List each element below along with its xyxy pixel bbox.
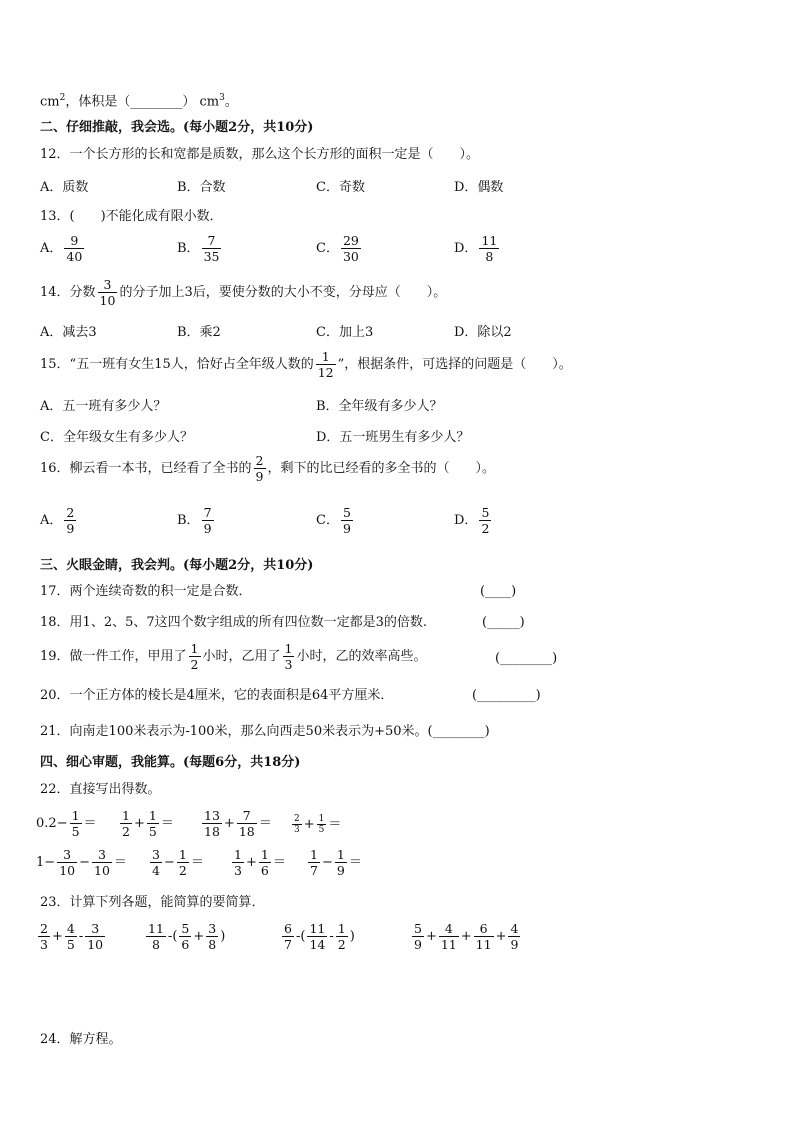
question-23: 23．计算下列各题，能简算的要简算． <box>40 895 265 910</box>
paren: ( <box>300 929 306 944</box>
fraction <box>65 921 77 952</box>
option-label: D． <box>454 513 478 528</box>
volume-answer-line <box>40 88 238 112</box>
denominator: 2 <box>122 824 130 839</box>
option-label: C． <box>316 513 339 528</box>
fraction <box>70 808 82 839</box>
q15-text: 15．“五一班有女生15人，恰好占全年级人数的 <box>40 357 314 372</box>
fraction <box>336 921 348 952</box>
question-14 <box>40 277 446 308</box>
q13-option-d[interactable] <box>454 233 501 264</box>
denominator: 9 <box>203 521 212 536</box>
fraction <box>292 814 302 835</box>
fraction <box>150 847 162 878</box>
fraction <box>177 847 189 878</box>
numerator: 11 <box>148 921 164 936</box>
fraction <box>64 505 76 536</box>
q17-answer-blank[interactable]: (____) <box>480 584 517 599</box>
q19-text: 小时，乙的效率高些。 <box>296 649 427 664</box>
paren: ( <box>172 929 178 944</box>
q15-option-d[interactable]: D．五一班男生有多少人？ <box>316 430 470 445</box>
fraction <box>202 505 214 536</box>
operator: - <box>329 929 334 944</box>
q16-option-d[interactable] <box>454 505 493 536</box>
fraction <box>479 505 491 536</box>
question-15 <box>40 349 572 380</box>
option-label: D． <box>454 241 478 256</box>
q12-option-d[interactable]: D．偶数 <box>454 180 504 195</box>
denominator: 2 <box>481 521 490 536</box>
operator: − <box>79 855 90 870</box>
fraction <box>202 233 222 264</box>
numerator: 4 <box>66 921 75 936</box>
question-16 <box>40 453 495 484</box>
q14-text: 14．分数 <box>40 285 96 300</box>
question-20: 20．一个正方体的棱长是4厘米，它的表面积是64平方厘米． <box>40 688 394 703</box>
fraction <box>412 921 424 952</box>
numerator: 1 <box>148 808 157 823</box>
denominator: 10 <box>99 293 116 308</box>
q12-option-c[interactable]: C．奇数 <box>316 180 365 195</box>
numerator: 3 <box>208 921 217 936</box>
operator: + <box>425 929 437 944</box>
denominator: 7 <box>310 863 318 878</box>
q16-option-c[interactable] <box>316 505 355 536</box>
q23-expr-2[interactable] <box>144 921 225 952</box>
fraction <box>479 233 499 264</box>
q12-option-a[interactable]: A．质数 <box>40 180 89 195</box>
operator: ＝ <box>113 855 127 870</box>
denominator: 2 <box>178 863 187 878</box>
fraction <box>64 233 84 264</box>
fraction <box>474 921 494 952</box>
fraction <box>282 921 294 952</box>
numerator: 13 <box>204 808 220 823</box>
q16-text: 16．柳云看一本书，已经看了全书的 <box>40 461 252 476</box>
denominator: 12 <box>317 365 334 380</box>
denominator: 11 <box>440 937 457 952</box>
q14-option-a[interactable]: A．减去3 <box>40 325 97 340</box>
denominator: 30 <box>342 249 359 264</box>
operator: - <box>78 929 84 944</box>
denominator: 10 <box>94 863 110 878</box>
q23-expr-3[interactable] <box>280 921 355 952</box>
unit-text: cm <box>40 94 60 110</box>
fraction <box>335 847 347 878</box>
q22-expr-2[interactable] <box>118 808 174 839</box>
numerator: 1 <box>190 641 199 656</box>
q19-text: 19．做一件工作，甲用了 <box>40 649 187 664</box>
q14-option-b[interactable]: B．乘2 <box>177 325 221 340</box>
fraction <box>307 921 327 952</box>
numerator: 7 <box>203 505 212 520</box>
operator: ＝ <box>190 855 204 870</box>
denominator: 2 <box>337 937 346 952</box>
numerator: 1 <box>310 847 318 862</box>
denominator: 40 <box>66 249 83 264</box>
number: 1 <box>36 855 45 870</box>
numerator: 4 <box>439 921 459 937</box>
numerator: 2 <box>66 505 75 520</box>
operator: - <box>295 929 301 944</box>
q22-expr-1[interactable] <box>36 808 97 839</box>
numerator: 29 <box>342 233 359 248</box>
numerator: 5 <box>181 921 190 936</box>
numerator: 3 <box>98 277 118 293</box>
numerator: 3 <box>152 847 160 862</box>
fraction <box>179 921 191 952</box>
question-22: 22．直接写出得数。 <box>40 782 161 797</box>
fraction <box>98 277 118 308</box>
q16-text: ，剩下的比已经看的多全书的（ ）。 <box>267 461 496 476</box>
numerator: 1 <box>178 847 187 862</box>
exponent: 3 <box>219 93 225 103</box>
operator: − <box>321 855 333 870</box>
q22-expr-8[interactable] <box>306 847 362 878</box>
option-label: C． <box>316 241 339 256</box>
operator: - <box>167 929 173 944</box>
numerator: 4 <box>510 921 519 936</box>
numerator: 1 <box>318 814 325 824</box>
fraction <box>57 847 77 878</box>
numerator: 1 <box>122 808 130 823</box>
option-label: B． <box>177 241 200 256</box>
numerator: 1 <box>71 808 80 823</box>
denominator: 10 <box>59 863 76 878</box>
q15-text: ”，根据条件，可选择的问题是（ ）。 <box>337 357 572 372</box>
q22-expr-5[interactable] <box>36 847 127 878</box>
q18-answer-blank[interactable]: (_____) <box>482 615 525 630</box>
q19-answer-blank[interactable]: (________) <box>495 651 558 666</box>
denominator: 14 <box>309 937 326 952</box>
question-12: 12．一个长方形的长和宽都是质数，那么这个长方形的面积一定是（ ）。 <box>40 147 480 162</box>
fraction <box>341 233 361 264</box>
denominator: 8 <box>151 937 160 952</box>
fraction <box>259 847 271 878</box>
q13-option-a[interactable] <box>40 233 86 264</box>
numerator: 3 <box>57 847 77 863</box>
denominator: 5 <box>66 937 75 952</box>
numerator: 2 <box>294 814 300 824</box>
numerator: 6 <box>474 921 494 937</box>
q16-option-a[interactable] <box>40 505 78 536</box>
fraction <box>232 847 244 878</box>
fraction <box>146 921 166 952</box>
question-17: 17．两个连续奇数的积一定是合数． <box>40 584 252 599</box>
denominator: 3 <box>294 825 300 835</box>
paren: ) <box>349 929 355 944</box>
operator: ＝ <box>272 855 286 870</box>
denominator: 11 <box>475 937 492 952</box>
option-label: A． <box>40 241 63 256</box>
fraction <box>189 641 201 672</box>
numerator: 2 <box>255 453 264 468</box>
denominator: 8 <box>208 937 217 952</box>
numerator: 3 <box>85 921 105 937</box>
q20-answer-blank[interactable]: (_________) <box>472 688 541 703</box>
denominator: 3 <box>284 657 293 672</box>
numerator: 1 <box>316 349 336 365</box>
q22-expr-4[interactable] <box>290 813 341 835</box>
numerator: 1 <box>260 847 269 862</box>
q15-option-b[interactable]: B．全年级有多少人？ <box>316 399 443 414</box>
fraction <box>508 921 520 952</box>
q13-option-c[interactable] <box>316 233 363 264</box>
section-4-heading: 四、细心审题，我能算。(每题6分，共18分) <box>40 755 301 770</box>
numerator: 1 <box>337 921 346 936</box>
denominator: 18 <box>238 824 255 839</box>
denominator: 9 <box>510 937 519 952</box>
operator: ＝ <box>348 855 362 870</box>
numerator: 3 <box>92 847 112 863</box>
numerator: 5 <box>414 921 422 936</box>
numerator: 11 <box>481 233 498 248</box>
denominator: 5 <box>71 824 80 839</box>
fraction <box>120 808 132 839</box>
denominator: 5 <box>318 825 325 835</box>
operator: ＝ <box>328 817 342 832</box>
numerator: 1 <box>284 641 293 656</box>
fraction <box>283 641 295 672</box>
operator: + <box>303 817 315 832</box>
question-19 <box>40 641 426 672</box>
denominator: 4 <box>152 863 160 878</box>
numerator: 5 <box>342 505 351 520</box>
denominator: 6 <box>181 937 190 952</box>
fraction <box>206 921 218 952</box>
numerator: 6 <box>284 921 292 936</box>
q15-option-a[interactable]: A．五一班有多少人？ <box>40 399 167 414</box>
operator: − <box>44 855 56 870</box>
numerator: 9 <box>64 233 84 249</box>
fraction <box>237 808 257 839</box>
q14-option-d[interactable]: D．除以2 <box>454 325 512 340</box>
question-18: 18．用1、2、5、7这四个数字组成的所有四位数一定都是3的倍数. <box>40 615 428 630</box>
numerator: 7 <box>202 233 222 249</box>
operator: + <box>51 929 63 944</box>
section-3-heading: 三、火眼金睛，我会判。(每小题2分，共10分) <box>40 558 314 573</box>
operator: ＝ <box>258 816 272 831</box>
q23-expr-4[interactable] <box>410 921 522 952</box>
operator: + <box>193 929 205 944</box>
denominator: 9 <box>342 521 351 536</box>
numerator: 7 <box>237 808 257 824</box>
q14-text: 的分子加上3后，要使分数的大小不变，分母应（ ）。 <box>119 285 447 300</box>
denominator: 7 <box>284 937 292 952</box>
option-label: A． <box>40 513 63 528</box>
q13-option-b[interactable] <box>177 233 223 264</box>
operator: + <box>245 855 257 870</box>
q22-expr-3[interactable] <box>200 808 272 839</box>
period: 。 <box>224 94 238 110</box>
denominator: 3 <box>40 937 48 952</box>
fraction <box>308 847 320 878</box>
exponent: 2 <box>59 93 66 103</box>
question-24: 24．解方程。 <box>40 1032 122 1047</box>
denominator: 10 <box>87 937 104 952</box>
fraction <box>317 814 327 835</box>
fraction <box>85 921 105 952</box>
denominator: 18 <box>204 824 220 839</box>
fraction <box>439 921 459 952</box>
denominator: 9 <box>255 469 264 484</box>
fraction <box>316 349 336 380</box>
fraction <box>202 808 222 839</box>
denominator: 35 <box>203 249 220 264</box>
q22-expr-6[interactable] <box>148 847 204 878</box>
question-21[interactable]: 21．向南走100米表示为-100米，那么向西走50米表示为+50米。(________) <box>40 724 490 739</box>
operator: + <box>460 929 472 944</box>
number: 0.2 <box>36 816 57 831</box>
denominator: 8 <box>485 249 494 264</box>
denominator: 9 <box>336 863 345 878</box>
fraction <box>341 505 353 536</box>
operator: ＝ <box>160 816 174 831</box>
q19-text: 小时，乙用了 <box>202 649 281 664</box>
denominator: 6 <box>260 863 269 878</box>
option-label: B． <box>177 513 200 528</box>
operator: − <box>163 855 175 870</box>
denominator: 9 <box>66 521 75 536</box>
numerator: 11 <box>309 921 326 936</box>
numerator: 2 <box>40 921 48 936</box>
volume-text[interactable]: ，体积是（________） cm <box>65 94 220 110</box>
operator: − <box>56 816 68 831</box>
fraction <box>254 453 266 484</box>
q14-option-c[interactable]: C．加上3 <box>316 325 374 340</box>
numerator: 1 <box>234 847 242 862</box>
fraction <box>147 808 159 839</box>
q22-expr-7[interactable] <box>230 847 286 878</box>
operator: + <box>495 929 507 944</box>
q15-option-c[interactable]: C．全年级女生有多少人？ <box>40 430 193 445</box>
denominator: 5 <box>148 824 157 839</box>
fraction <box>38 921 50 952</box>
q12-option-b[interactable]: B．合数 <box>177 180 226 195</box>
q16-option-b[interactable] <box>177 505 216 536</box>
operator: ＝ <box>83 816 97 831</box>
question-13: 13．( )不能化成有限小数． <box>40 209 223 224</box>
operator: + <box>223 816 235 831</box>
operator: + <box>133 816 145 831</box>
q23-expr-1[interactable] <box>36 921 107 952</box>
section-2-heading: 二、仔细推敲，我会选。(每小题2分，共10分) <box>40 120 314 135</box>
fraction <box>92 847 112 878</box>
paren: ) <box>220 929 226 944</box>
denominator: 9 <box>414 937 422 952</box>
denominator: 3 <box>234 863 242 878</box>
numerator: 5 <box>481 505 490 520</box>
denominator: 2 <box>190 657 199 672</box>
numerator: 1 <box>336 847 345 862</box>
